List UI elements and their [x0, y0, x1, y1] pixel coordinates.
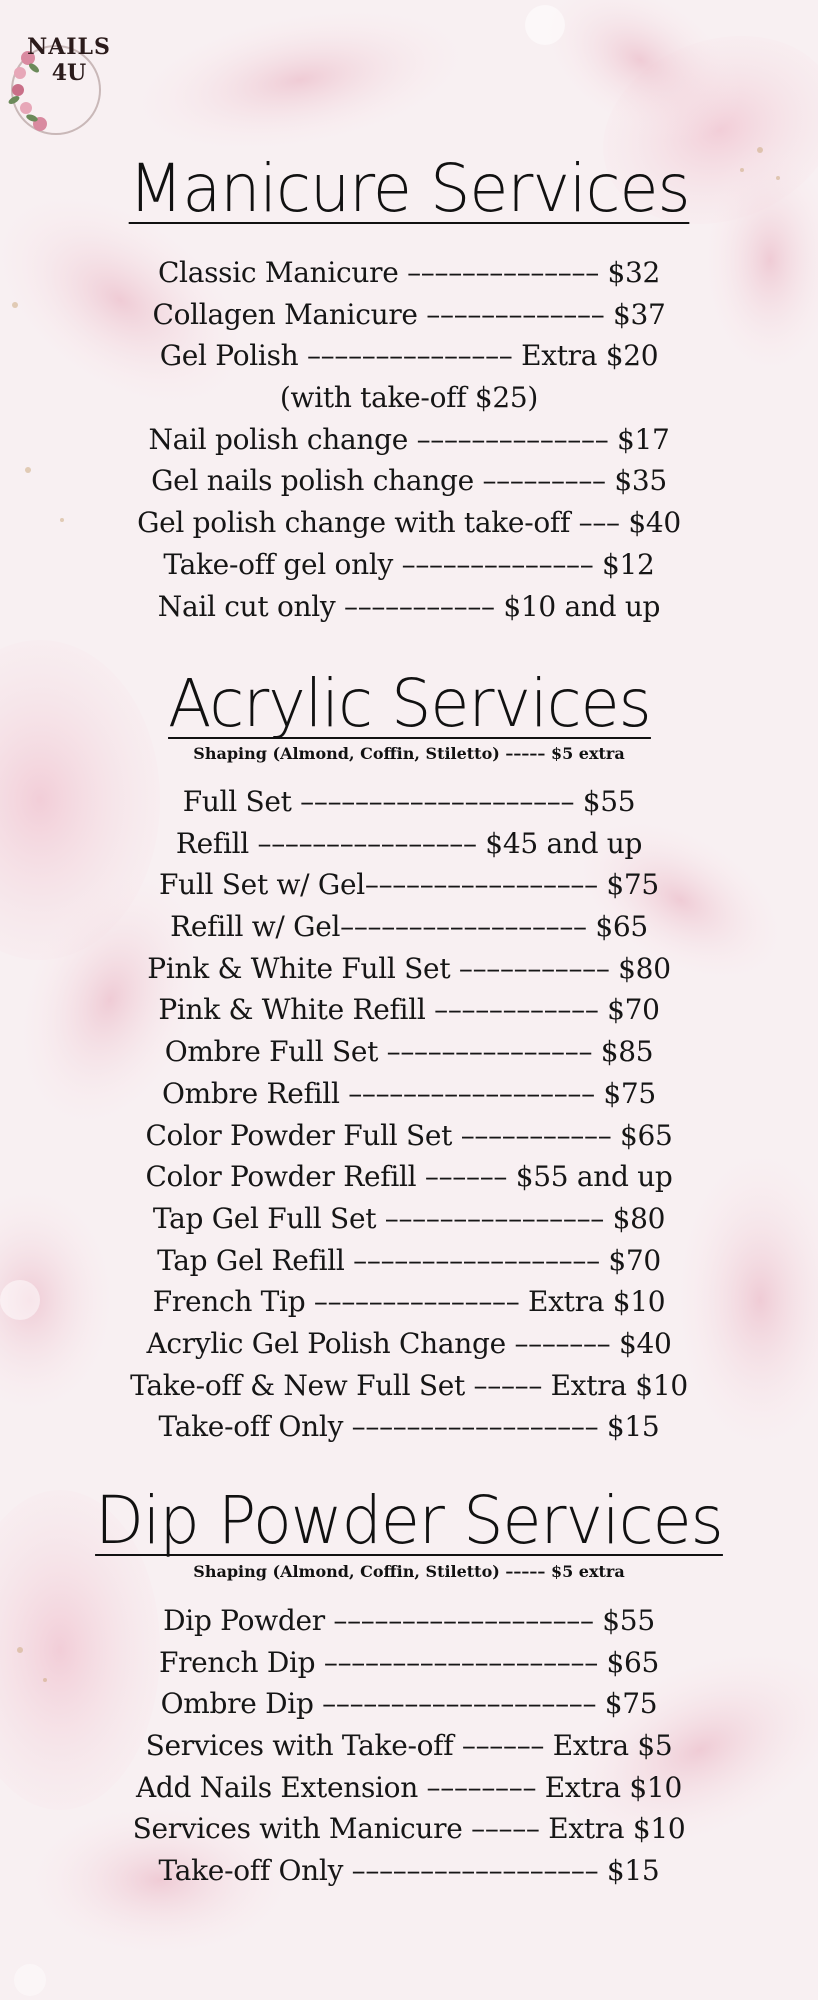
price-item: Ombre Dip –––––––––––––––––––– $75 — [160, 1687, 658, 1721]
price-item: Take-off & New Full Set ––––– Extra $10 — [130, 1368, 688, 1402]
dip-title-text: Dip Powder Services — [95, 1482, 723, 1559]
price-item: Dip Powder ––––––––––––––––––– $55 — [163, 1604, 655, 1637]
acrylic-title-text: Acrylic Services — [167, 665, 651, 742]
price-item: French Dip –––––––––––––––––––– $65 — [158, 1645, 660, 1679]
price-item: Services with Take-off –––––– Extra $5 — [145, 1729, 673, 1763]
acrylic-title — [0, 665, 818, 742]
acrylic-shaping-note: Shaping (Almond, Coffin, Stiletto) ––––– $5 extra — [193, 744, 625, 763]
price-item: Refill –––––––––––––––– $45 and up — [175, 826, 643, 860]
manicure-title-text: Manicure Services — [128, 150, 690, 227]
price-item: Ombre Refill –––––––––––––––––– $75 — [162, 1076, 656, 1110]
logo-line1: NAILS — [27, 34, 111, 60]
logo-line2: 4U — [51, 60, 87, 86]
price-item: Color Powder Full Set ––––––––––– $65 — [145, 1118, 673, 1152]
price-item: French Tip ––––––––––––––– Extra $10 — [152, 1285, 666, 1319]
price-item: Ombre Full Set ––––––––––––––– $85 — [164, 1035, 654, 1069]
dip-title — [0, 1482, 818, 1559]
price-item: Refill w/ Gel–––––––––––––––––– $65 — [170, 910, 648, 944]
price-item: Collagen Manicure ––––––––––––– $37 — [152, 297, 666, 331]
price-item: Color Powder Refill –––––– $55 and up — [145, 1160, 673, 1194]
dip-shaping-note: Shaping (Almond, Coffin, Stiletto) ––––– $5 extra — [193, 1562, 625, 1581]
price-item: Add Nails Extension –––––––– Extra $10 — [136, 1770, 682, 1804]
dip-price-list — [0, 1600, 818, 1892]
price-item: Full Set –––––––––––––––––––– $55 — [182, 785, 636, 818]
price-item: Take-off gel only –––––––––––––– $12 — [163, 547, 655, 581]
price-item: Gel polish change with take-off ––– $40 — [137, 506, 681, 540]
logo-wordmark — [24, 36, 114, 84]
price-item: Nail cut only ––––––––––– $10 and up — [157, 589, 661, 623]
acrylic-price-list — [0, 781, 818, 1448]
price-item: Take-off Only –––––––––––––––––– $15 — [158, 1854, 660, 1888]
price-item: Services with Manicure ––––– Extra $10 — [132, 1812, 686, 1846]
price-item: Full Set w/ Gel––––––––––––––––– $75 — [159, 868, 659, 902]
price-item: Pink & White Refill –––––––––––– $70 — [158, 993, 660, 1027]
price-item: Gel Polish ––––––––––––––– Extra $20 — [159, 339, 659, 373]
price-item: Classic Manicure –––––––––––––– $32 — [157, 256, 661, 289]
price-item: Tap Gel Refill –––––––––––––––––– $70 — [157, 1243, 661, 1277]
price-item: Nail polish change –––––––––––––– $17 — [148, 422, 670, 456]
price-item: Take-off Only –––––––––––––––––– $15 — [158, 1410, 660, 1444]
price-item: (with take-off $25) — [279, 381, 539, 415]
price-item: Acrylic Gel Polish Change ––––––– $40 — [146, 1326, 672, 1360]
price-item: Gel nails polish change ––––––––– $35 — [151, 464, 667, 498]
manicure-price-list — [0, 252, 818, 627]
price-item: Tap Gel Full Set –––––––––––––––– $80 — [152, 1201, 666, 1235]
price-item: Pink & White Full Set ––––––––––– $80 — [147, 951, 671, 985]
manicure-title — [0, 150, 818, 227]
